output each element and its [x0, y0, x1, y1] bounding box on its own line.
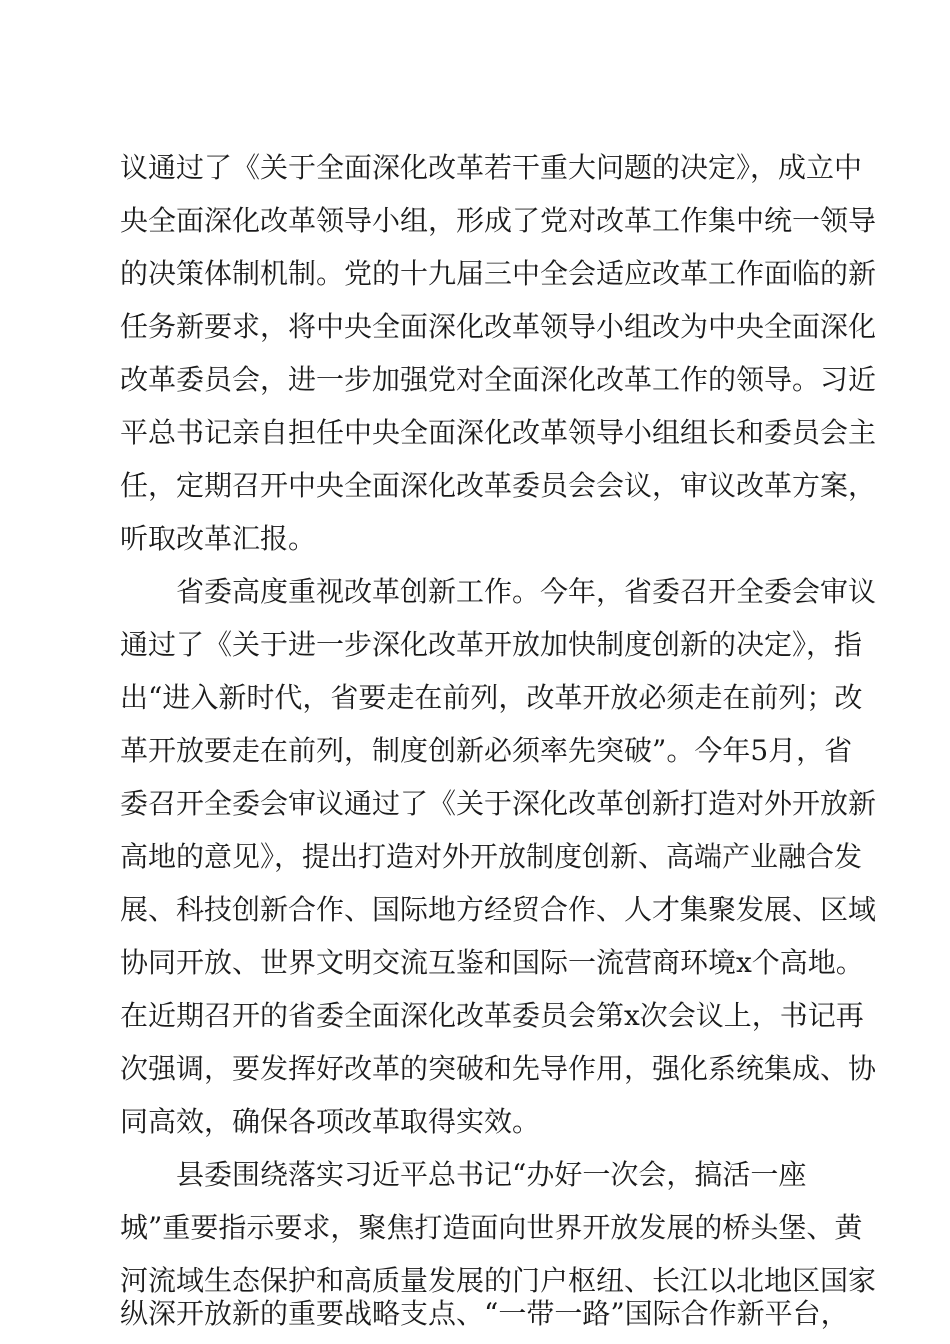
line-text: 在近期召开的省委全面深化改革委员会第x次会议上，书记再	[120, 999, 864, 1032]
line-text: 城”重要指示要求，聚焦打造面向世界开放发展的桥头堡、黄	[120, 1211, 863, 1244]
line-text: 通过了《关于进一步深化改革开放加快制度创新的决定》，指	[120, 628, 863, 661]
line-text: 展、科技创新合作、国际地方经贸合作、人才集聚发展、区域	[120, 893, 877, 926]
text-line	[0, 835, 950, 887]
line-text: 省委高度重视改革创新工作。今年，省委召开全委会审议	[176, 575, 877, 608]
text-line	[0, 676, 950, 728]
line-text: 平总书记亲自担任中央全面深化改革领导小组组长和委员会主	[120, 416, 877, 449]
line-text: 任务新要求，将中央全面深化改革领导小组改为中央全面深化	[120, 310, 877, 343]
line-text: 听取改革汇报。	[120, 522, 317, 555]
text-line	[0, 888, 950, 940]
text-line	[0, 305, 950, 357]
text-line	[0, 623, 950, 675]
text-line	[0, 358, 950, 410]
line-text: 出“进入新时代，省要走在前列，改革开放必须走在前列；改	[120, 681, 863, 714]
line-text: 同高效，确保各项改革取得实效。	[120, 1105, 541, 1138]
text-line	[0, 199, 950, 251]
line-text: 改革委员会，进一步加强党对全面深化改革工作的领导。习近	[120, 363, 877, 396]
text-line	[0, 1206, 950, 1258]
line-text: 的决策体制机制。党的十九届三中全会适应改革工作面临的新	[120, 257, 877, 290]
line-text: 委召开全委会审议通过了《关于深化改革创新打造对外开放新	[120, 787, 877, 820]
text-line	[0, 1292, 950, 1336]
text-line	[0, 517, 950, 569]
text-line	[0, 1047, 950, 1099]
line-text: 议通过了《关于全面深化改革若干重大问题的决定》，成立中	[120, 151, 863, 184]
text-line	[0, 994, 950, 1046]
text-line	[0, 464, 950, 516]
text-line	[0, 252, 950, 304]
line-text: 河流域生态保护和高质量发展的门户枢纽、长江以北地区国家	[120, 1264, 877, 1297]
line-text: 纵深开放新的重要战略支点、“一带一路”国际合作新平台，	[120, 1297, 849, 1330]
text-line	[0, 570, 950, 622]
line-text: 县委围绕落实习近平总书记“办好一次会，搞活一座	[176, 1158, 807, 1191]
text-line	[0, 782, 950, 834]
text-line	[0, 1153, 950, 1205]
line-text: 央全面深化改革领导小组，形成了党对改革工作集中统一领导	[120, 204, 877, 237]
line-text: 次强调，要发挥好改革的突破和先导作用，强化系统集成、协	[120, 1052, 877, 1085]
line-text: 协同开放、世界文明交流互鉴和国际一流营商环境x个高地。	[120, 946, 864, 979]
text-line	[0, 1100, 950, 1152]
text-line	[0, 146, 950, 198]
text-line	[0, 411, 950, 463]
line-text: 高地的意见》，提出打造对外开放制度创新、高端产业融合发	[120, 840, 863, 873]
line-text: 革开放要走在前列，制度创新必须率先突破”。今年5月，省	[120, 734, 853, 767]
text-line	[0, 729, 950, 781]
text-line	[0, 941, 950, 993]
line-text: 任，定期召开中央全面深化改革委员会会议，审议改革方案，	[120, 469, 877, 502]
